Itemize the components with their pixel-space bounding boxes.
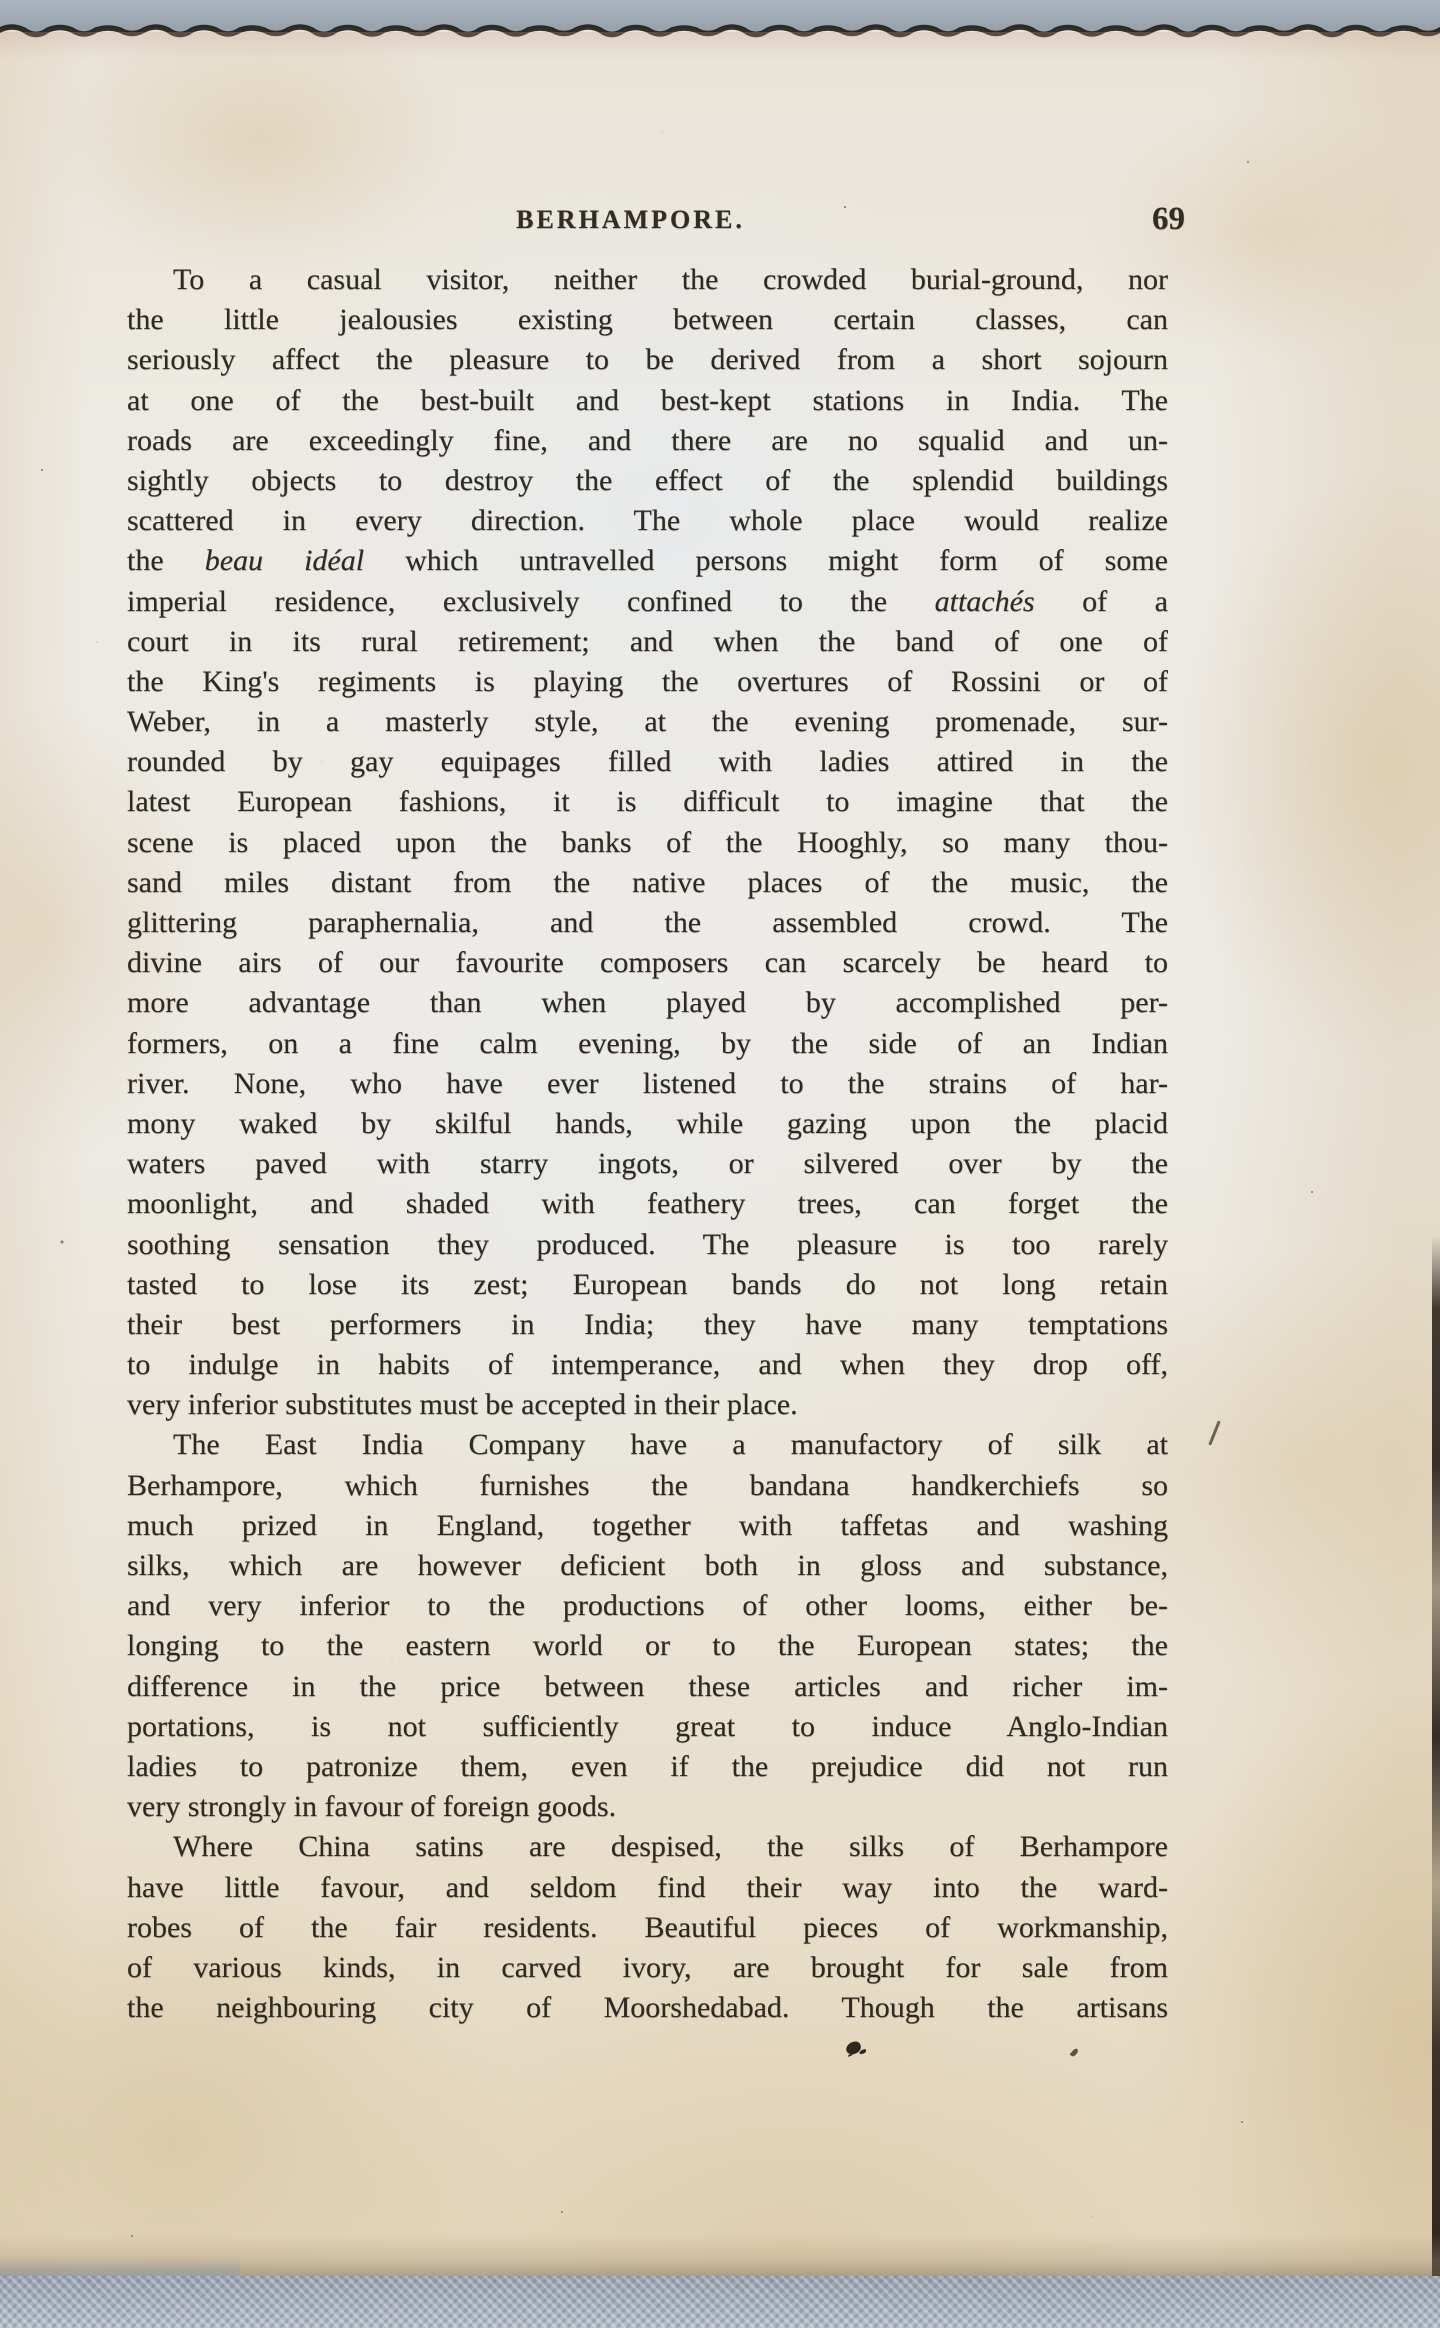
text-segment: scattered in every direction. The whole place would realize: [127, 504, 1168, 538]
page-header: [127, 201, 1185, 247]
text-segment: roads are exceedingly fine, and there are no squalid and un-: [127, 423, 1168, 457]
text-segment: portations, is not sufficiently great to induce Anglo-Indian: [127, 1709, 1168, 1743]
text-line: [127, 1948, 1168, 1988]
text-segment: river. None, who have ever listened to the strains of har-: [127, 1066, 1168, 1100]
text-segment: at one of the best-built and best-kept stations in India. The: [127, 383, 1168, 417]
text-line: [127, 1024, 1168, 1064]
text-segment: mony waked by skilful hands, while gazing upon the placid: [127, 1106, 1168, 1140]
text-line: [127, 823, 1168, 863]
text-line: [127, 1546, 1168, 1586]
text-segment: Berhampore, which furnishes the bandana handkerchiefs so: [127, 1468, 1168, 1502]
text-segment: longing to the eastern world or to the European states; the: [127, 1629, 1168, 1663]
page-body: [127, 260, 1168, 2028]
text-segment: of a: [1034, 584, 1168, 618]
text-line: [127, 381, 1168, 421]
text-line: [127, 1225, 1168, 1265]
text-segment: their best performers in India; they have many temptations: [127, 1307, 1168, 1341]
text-segment: robes of the fair residents. Beautiful pieces of workmanship,: [127, 1910, 1168, 1944]
text-line: [127, 983, 1168, 1023]
text-line: [127, 1265, 1168, 1305]
text-segment: sightly objects to destroy the effect of the splendid buildings: [127, 463, 1168, 497]
text-segment: more advantage than when played by accomplished per-: [127, 986, 1168, 1020]
text-segment: imperial residence, exclusively confined to the: [127, 584, 935, 618]
text-segment: very strongly in favour of foreign goods.: [127, 1790, 617, 1824]
text-line: [127, 582, 1168, 622]
top-edge-tint: [0, 32, 1440, 60]
text-segment: very inferior substitutes must be accepted in their place.: [127, 1388, 798, 1422]
text-line: [127, 1385, 1168, 1425]
text-line: [127, 1466, 1168, 1506]
text-segment: silks, which are however deficient both in gloss and substance,: [127, 1549, 1168, 1582]
text-segment: scene is placed upon the banks of the Hooghly, so many thou-: [127, 825, 1168, 859]
page-number: 69: [1152, 201, 1185, 237]
text-line: [127, 622, 1168, 662]
text-line: [127, 1827, 1168, 1867]
text-segment: the neighbouring city of Moorshedabad. Though the artisans: [127, 1991, 1168, 2025]
text-line: [127, 1104, 1168, 1144]
text-segment: court in its rural retirement; and when the band of one of: [127, 624, 1168, 658]
text-line: [127, 300, 1168, 340]
text-segment: seriously affect the pleasure to be derived from a short sojourn: [127, 343, 1168, 377]
text-segment: formers, on a fine calm evening, by the side of an Indian: [127, 1026, 1168, 1060]
text-segment: have little favour, and seldom find their way into the ward-: [127, 1870, 1168, 1904]
text-segment: The East India Company have a manufactory of silk at: [173, 1428, 1168, 1462]
text-segment: glittering paraphernalia, and the assembled crowd. The: [127, 906, 1168, 939]
text-segment: and very inferior to the productions of other looms, either be-: [127, 1589, 1168, 1623]
text-line: [127, 943, 1168, 983]
text-line: [127, 742, 1168, 782]
text-segment: waters paved with starry ingots, or silvered over by the: [127, 1147, 1168, 1181]
text-line: [127, 1184, 1168, 1224]
text-line: [127, 1064, 1168, 1104]
text-line: [127, 1305, 1168, 1345]
text-line: [127, 1626, 1168, 1666]
text-segment: sand miles distant from the native places of the music, the: [127, 865, 1168, 899]
text-line: [127, 1787, 1168, 1827]
text-segment: To a casual visitor, neither the crowded burial-ground, nor: [173, 263, 1168, 296]
text-segment: the little jealousies existing between certain classes, can: [127, 303, 1168, 337]
text-line: [127, 1667, 1168, 1707]
text-line: [127, 1425, 1168, 1465]
text-line: [127, 782, 1168, 822]
text-line: [127, 340, 1168, 380]
text-segment: latest European fashions, it is difficult to imagine that the: [127, 785, 1168, 819]
text-line: [127, 903, 1168, 943]
text-segment: ladies to patronize them, even if the prejudice did not run: [127, 1749, 1168, 1783]
text-segment: to indulge in habits of intemperance, and when they drop off,: [127, 1348, 1168, 1382]
text-segment: much prized in England, together with taffetas and washing: [127, 1508, 1168, 1542]
book-right-edge: [1432, 1235, 1440, 2280]
text-segment: the: [127, 544, 205, 578]
text-segment: tasted to lose its zest; European bands do not long retain: [127, 1267, 1168, 1301]
text-segment: Where China satins are despised, the silks of Berhampore: [173, 1830, 1168, 1864]
text-line: [127, 1988, 1168, 2028]
text-line: [127, 541, 1168, 581]
text-segment: divine airs of our favourite composers can scarcely be heard to: [127, 946, 1168, 980]
text-line: [127, 1707, 1168, 1747]
text-line: [127, 501, 1168, 541]
text-line: [127, 421, 1168, 461]
text-segment: Weber, in a masterly style, at the evening promenade, sur-: [127, 705, 1168, 739]
text-segment: which untravelled persons might form of some: [364, 544, 1168, 578]
cloth-background: [0, 2276, 1440, 2328]
text-line: [127, 1506, 1168, 1546]
text-segment: rounded by gay equipages filled with ladies attired in the: [127, 745, 1168, 779]
text-line: [127, 863, 1168, 903]
italic-text: beau idéal: [204, 544, 365, 578]
text-line: [127, 702, 1168, 742]
text-line: [127, 260, 1168, 300]
text-segment: of various kinds, in carved ivory, are brought for sale from: [127, 1950, 1168, 1984]
text-segment: soothing sensation they produced. The pleasure is too rarely: [127, 1227, 1168, 1261]
text-line: [127, 1345, 1168, 1385]
text-line: [127, 662, 1168, 702]
paper-specks: [0, 0, 4, 4]
italic-text: attachés: [934, 584, 1035, 618]
text-line: [127, 1144, 1168, 1184]
text-segment: difference in the price between these articles and richer im-: [127, 1669, 1168, 1703]
text-line: [127, 1908, 1168, 1948]
text-line: [127, 1868, 1168, 1908]
text-line: [127, 1586, 1168, 1626]
text-segment: moonlight, and shaded with feathery trees, can forget the: [127, 1187, 1168, 1221]
text-line: [127, 1747, 1168, 1787]
text-line: [127, 461, 1168, 501]
text-segment: the King's regiments is playing the overtures of Rossini or of: [127, 664, 1168, 698]
running-title: BERHAMPORE.: [516, 205, 745, 234]
